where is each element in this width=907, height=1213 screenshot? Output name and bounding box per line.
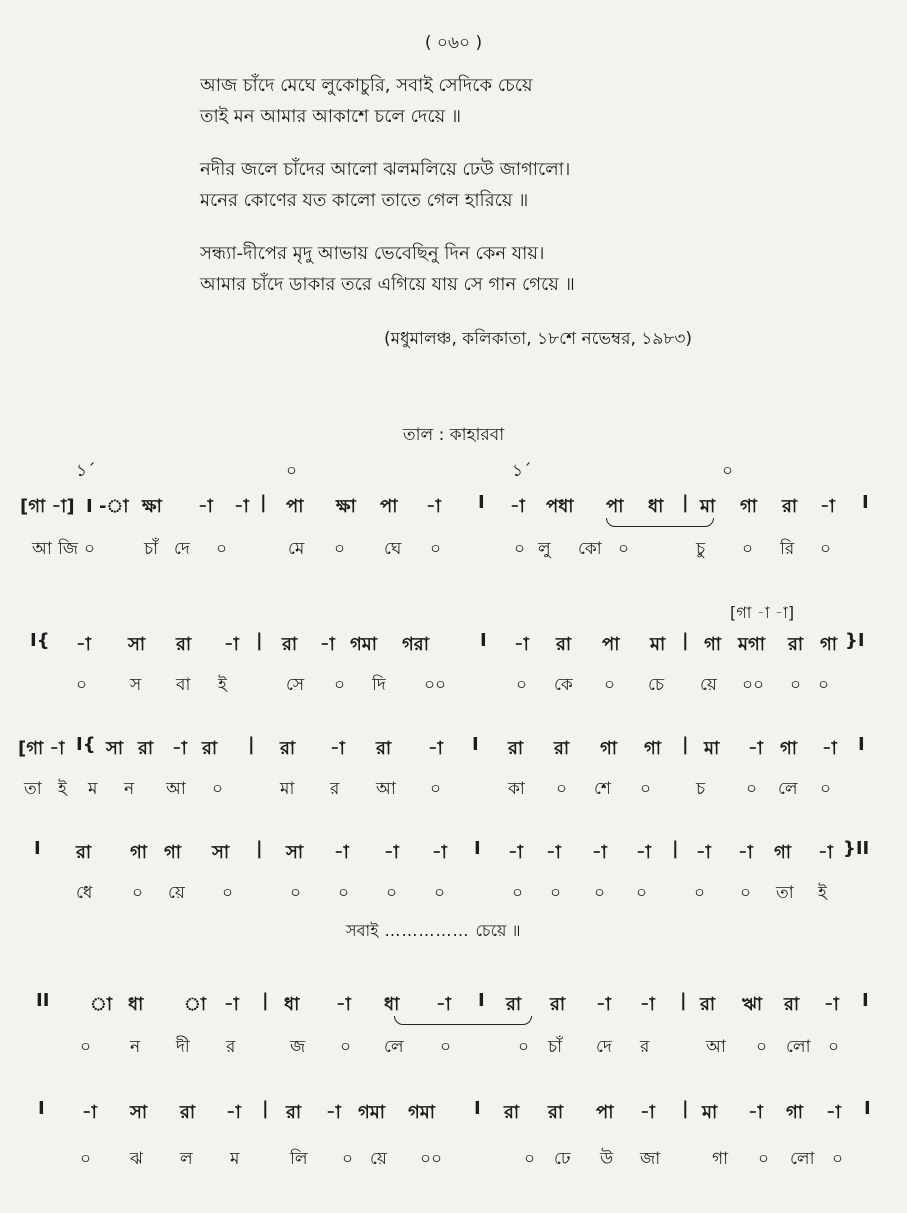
swara: রা [700,994,716,1015]
lyric-syllable: লি [290,1149,308,1169]
swara: সা [130,1102,148,1123]
lyric-syllable: চ [696,779,706,799]
swara: -া [428,738,443,759]
lyric-syllable: ঝ [130,1149,143,1169]
swara: গা [780,738,798,759]
poem-line: নদীর জলে চাঁদের আলো ঝলমলিয়ে ঢেউ জাগালো। [200,159,571,180]
poem-line: আমার চাঁদে ডাকার তরে এগিয়ে যায় সে গান গেয়ে ॥ [200,274,575,295]
lyric-syllable: উ [600,1149,614,1169]
lyric-syllable: দে [596,1037,612,1057]
swara: -া [224,994,239,1015]
swara: -া [824,994,839,1015]
swara: গরা [402,634,429,655]
divider: | [260,492,267,513]
swara: -া [818,842,833,863]
swara: -া [172,738,187,759]
beat-mark-khali: ০ [722,461,734,481]
lyric-syllable: ০ [132,883,144,903]
lyric-row-2 [0,672,907,700]
lyric-syllable: ই [818,883,827,903]
lyric-row-1 [0,536,907,564]
swara: -া [334,842,349,863]
lyric-syllable: মে [288,539,305,559]
swara: রা [180,1102,196,1123]
swara: ধা [128,994,144,1015]
divider: | [256,838,263,859]
lyric-syllable: ০ [556,779,568,799]
lyric-syllable: ০ [290,883,302,903]
lyric-syllable: ০ [604,675,616,695]
divider: }I [845,630,865,651]
lyric-syllable: য়ে [168,883,185,903]
swara: মা [650,634,666,655]
swara: -া [640,1102,655,1123]
lyric-syllable: ম [88,779,98,799]
lyric-syllable: লে [384,1037,404,1057]
lyric-syllable: ০ [76,675,88,695]
swara: গা [704,634,722,655]
lyric-syllable: ০ [84,539,96,559]
swara: রা [376,738,392,759]
swara: গমা [350,634,378,655]
swara: গা [786,1102,804,1123]
divider: | [682,492,689,513]
divider: II [36,990,50,1011]
swara: -া [224,634,239,655]
lyric-syllable: আ [166,779,186,799]
poem-stanza-1 [200,70,840,132]
lyric-syllable: চাঁ [548,1037,563,1057]
swara: রা [508,738,524,759]
lyric-syllable: ০ [430,779,442,799]
swara: সা [128,634,146,655]
lyric-syllable: ০ [440,1037,452,1057]
swara: সা [286,842,304,863]
swara: রা [554,738,570,759]
swara: মা [704,738,720,759]
swara-row-1 [0,492,907,520]
divider: I{ [76,734,96,755]
lyric-syllable: লো [790,1149,815,1169]
swara: রা [784,994,800,1015]
poem-stanza-2 [200,154,840,216]
swara: -া [822,738,837,759]
lyric-syllable: শে [594,779,611,799]
lyric-syllable: ০ [434,883,446,903]
lyric-syllable: আ [376,779,396,799]
lyric-syllable: ঢে [554,1149,571,1169]
lyric-syllable: র [330,779,340,799]
swara: গা [600,738,618,759]
divider: | [682,630,689,651]
lyric-syllable: ন [124,779,135,799]
swara: গা [130,842,148,863]
lyric-row-6 [0,1146,907,1174]
swara: রা [788,634,804,655]
lyric-syllable: দী [176,1037,190,1057]
divider: | [672,838,679,859]
swara: -া [426,496,441,517]
swara: -া [320,634,335,655]
poem-line: সন্ধ্যা-দীপের মৃদু আভায় ভেবেছিনু দিন কেন যায়। [200,243,545,264]
lyric-syllable: ০ [820,779,832,799]
lyric-syllable: ০ [550,883,562,903]
swara: [গা -া] [20,496,75,517]
lyric-syllable: ০ [386,883,398,903]
swara: রা [138,738,154,759]
lyric-syllable: ০ [334,539,346,559]
divider: I [472,734,479,755]
swara: -া [592,842,607,863]
swara: -া [596,994,611,1015]
lyric-syllable: তা [24,779,42,799]
lyric-syllable: চু [696,539,706,559]
swara: রা [202,738,218,759]
lyric-syllable: ন [130,1037,141,1057]
swara-row-3 [0,734,907,762]
lyric-syllable: ০ [818,675,830,695]
lyric-syllable: ০০ [742,675,765,695]
divider: I [474,1098,481,1119]
swara: রা [782,496,798,517]
swara: গা [164,842,182,863]
swara: -া [826,1102,841,1123]
lyric-syllable: ০ [618,539,630,559]
lyric-syllable: দি [372,675,386,695]
divider: | [682,734,689,755]
lyric-syllable: কা [508,779,525,799]
lyric-syllable: ০০ [424,675,447,695]
lyric-syllable: ০ [746,779,758,799]
beat-mark-sam: ১´ [76,461,96,481]
lyric-syllable: লে [778,779,798,799]
swara: -া [326,1102,341,1123]
lyric-syllable: স [130,675,142,695]
lyric-syllable: জা [640,1149,661,1169]
swara: পধা [546,496,574,517]
swara: গা [644,738,662,759]
lyric-syllable: তা [776,883,794,903]
swara: -া [696,842,711,863]
divider: | [256,630,263,651]
swara: মা [702,1102,718,1123]
swara: ঋা [742,994,763,1015]
lyric-syllable: ই [58,779,67,799]
swara: ধা [284,994,300,1015]
swara-row-6 [0,1098,907,1126]
lyric-syllable: ০ [342,1149,354,1169]
swara: গা [820,634,838,655]
lyric-syllable: কে [554,675,573,695]
divider: I [34,838,41,859]
lyric-syllable: লু [538,539,551,559]
lyric-syllable: সে [286,675,305,695]
lyric-syllable: ০ [514,539,526,559]
meend-arc [394,1016,532,1025]
swara: -া [514,634,529,655]
divider: | [262,1098,269,1119]
swara: পা [596,1102,614,1123]
swara: রা [506,994,522,1015]
lyric-syllable: ০ [518,1037,530,1057]
swara: -া [198,496,213,517]
refrain-end: চেয়ে ॥ [475,921,521,940]
swara: রা [556,634,572,655]
swara: গমা [408,1102,436,1123]
lyric-syllable: ০ [740,883,752,903]
swara: -া [510,496,525,517]
divider: I [38,1098,45,1119]
swara-row-5 [0,990,907,1018]
lyric-syllable: আ [706,1037,726,1057]
beat-mark-sam: ১´ [512,461,532,481]
swara-row-4 [0,838,907,866]
swara: -া [234,496,249,517]
swara: -া [436,994,451,1015]
swara: [গা -া [18,738,65,759]
swara: রা [282,634,298,655]
swara: পা [286,496,304,517]
lyric-syllable: ই [218,675,227,695]
divider: I [478,990,485,1011]
lyric-syllable: চে [648,675,665,695]
lyric-syllable: জ [290,1037,306,1057]
divider: I [862,492,869,513]
lyric-syllable: ০ [80,1037,92,1057]
lyric-syllable: র [226,1037,236,1057]
swara: -া [748,738,763,759]
lyric-syllable: ঘে [384,539,402,559]
lyric-syllable: ০ [80,1149,92,1169]
swara: মা [700,496,716,517]
swara: পা [602,634,620,655]
lyric-syllable: র [640,1037,650,1057]
swara: -া [330,738,345,759]
swara: রা [550,994,566,1015]
beat-mark-khali: ০ [286,461,298,481]
swara: গা [774,842,792,863]
poem-block [200,70,840,322]
swara: -া [384,842,399,863]
lyric-syllable: ০ [640,779,652,799]
lyric-syllable: ০ [430,539,442,559]
divider: | [248,734,255,755]
lyric-syllable: ০ [832,1149,844,1169]
swara: রা [286,1102,302,1123]
swara: পা [606,496,624,517]
swara: রা [504,1102,520,1123]
swara: -া [336,994,351,1015]
lyric-syllable: ০ [216,539,228,559]
poem-line: আজ চাঁদে মেঘে লুকোচুরি, সবাই সেদিকে চেয়ে [200,75,533,96]
lyric-syllable: ০ [512,883,524,903]
lyric-syllable: গা [712,1149,729,1169]
swara: -া [226,1102,241,1123]
swara: মগা [738,634,766,655]
repeat-bracket: [গা -া -া] [730,603,795,622]
lyric-syllable: ০ [756,1037,768,1057]
swara: ধা [648,496,664,517]
lyric-syllable: ধে [76,883,93,903]
poem-stanza-3 [200,238,840,300]
lyric-syllable: ০ [790,675,802,695]
lyric-syllable: ০ [338,883,350,903]
lyric-syllable: রি [780,539,795,559]
lyric-syllable: ০ [820,539,832,559]
swara: I -া [86,496,129,517]
lyric-row-4 [0,880,907,908]
lyric-syllable: ০ [516,675,528,695]
divider: I [862,990,869,1011]
swara: গমা [358,1102,386,1123]
divider: I{ [30,630,50,651]
lyric-syllable: ০ [636,883,648,903]
ellipsis-dots: …………… [384,921,470,940]
lyric-syllable: দে [174,539,190,559]
swara: সা [212,842,230,863]
poem-line: মনের কোণের যত কালো তাতে গেল হারিয়ে ॥ [200,190,529,211]
lyric-syllable: ০ [340,1037,352,1057]
lyric-syllable: ০ [694,883,706,903]
swara: -া [640,994,655,1015]
composition-credit: (মধুমালঞ্চ, কলিকাতা, ১৮শে নভেম্বর, ১৯৮৩) [384,329,693,349]
divider: | [680,990,687,1011]
lyric-syllable: ম [230,1149,240,1169]
divider: }II [843,838,870,859]
swara: রা [280,738,296,759]
lyric-syllable: য়ে [370,1149,387,1169]
divider: I [864,1098,871,1119]
divider: | [262,990,269,1011]
swara: -া [508,842,523,863]
page-number: ( ০৬০ ) [424,33,483,53]
lyric-syllable: ০ [828,1037,840,1057]
lyric-syllable: ০ [524,1149,536,1169]
swara: -া [820,496,835,517]
swara: ক্ষা [142,496,162,517]
lyric-row-3 [0,776,907,804]
refrain-caption [346,918,521,945]
swara: পা [380,496,398,517]
swara: -া [636,842,651,863]
taal-heading: তাল : কাহারবা [402,425,505,445]
meend-arc [606,518,714,527]
divider: I [480,630,487,651]
divider: I [474,838,481,859]
lyric-syllable: কো [578,539,602,559]
lyric-syllable: জি [58,539,79,559]
divider: | [682,1098,689,1119]
swara: -া [546,842,561,863]
swara: -া [76,634,91,655]
swara: রা [548,1102,564,1123]
lyric-syllable: ০ [334,675,346,695]
lyric-syllable: ০ [594,883,606,903]
lyric-syllable: বা [176,675,191,695]
lyric-syllable: আ [32,539,52,559]
lyric-syllable: ০ [222,883,234,903]
swara: -া [748,1102,763,1123]
lyric-syllable: ল [180,1149,193,1169]
lyric-syllable: ০ [212,779,224,799]
swara: া [184,994,207,1015]
swara: ধা [384,994,400,1015]
swara: -া [738,842,753,863]
lyric-syllable: ০ [758,1149,770,1169]
lyric-syllable: য়ে [700,675,717,695]
divider: I [858,734,865,755]
divider: I [478,492,485,513]
refrain-start: সবাই [346,921,379,940]
swara: গা [740,496,758,517]
swara: সা [106,738,124,759]
swara-row-2 [0,630,907,658]
lyric-syllable: মা [280,779,295,799]
swara: -া [432,842,447,863]
lyric-syllable: ০০ [420,1149,443,1169]
swara: া [90,994,113,1015]
lyric-syllable: চাঁ [144,539,159,559]
lyric-row-5 [0,1034,907,1062]
lyric-syllable: ০ [742,539,754,559]
swara: রা [176,634,192,655]
poem-line: তাই মন আমার আকাশে চলে দেয়ে ॥ [200,106,462,127]
swara: রা [76,842,92,863]
swara: ক্ষা [336,496,356,517]
lyric-syllable: লো [786,1037,811,1057]
swara: -া [82,1102,97,1123]
